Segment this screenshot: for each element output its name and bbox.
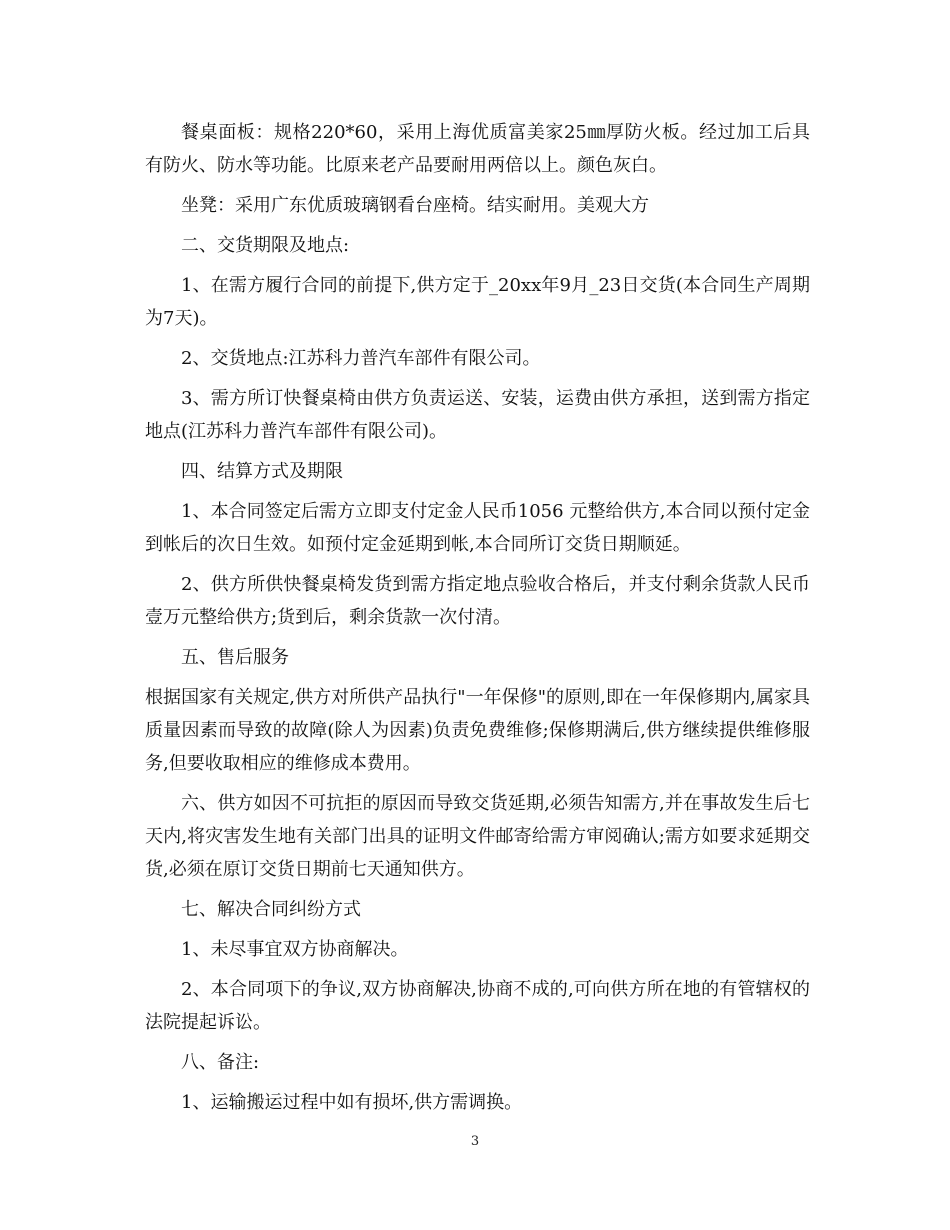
- paragraph-negotiation: 1、未尽事宜双方协商解决。: [181, 939, 409, 960]
- paragraph-table-panel: 餐桌面板：规格220*60，采用上海优质富美家25㎜厚防火板。经过加工后具有防火、防水等功能。比原来老产品要耐用两倍以上。颜色灰白。: [145, 122, 810, 176]
- paragraph-litigation: 2、本合同项下的争议,双方协商解决,协商不成的,可向供方所在地的有管辖权的法院提起诉讼。: [145, 979, 810, 1033]
- paragraph-stool: 坐凳：采用广东优质玻璃钢看台座椅。结实耐用。美观大方: [181, 195, 649, 216]
- page-number: 3: [470, 1134, 480, 1149]
- paragraph-delivery-location: 2、交货地点:江苏科力普汽车部件有限公司。: [181, 348, 541, 369]
- section-heading-after-sales: 五、售后服务: [181, 647, 289, 668]
- section-heading-delivery: 二、交货期限及地点:: [181, 235, 350, 256]
- paragraph-force-majeure: 六、供方如因不可抗拒的原因而导致交货延期,必须告知需方,并在事故发生后七天内,将灾害发生地有关部门出具的证明文件邮寄给需方审阅确认;需方如要求延期交货,必须在原订交货日期前七天通知供方。: [145, 793, 810, 880]
- paragraph-delivery-date: 1、在需方履行合同的前提下,供方定于_20xx年9月_23日交货(本合同生产周期为7天)。: [145, 275, 810, 329]
- paragraph-transport-install: 3、需方所订快餐桌椅由供方负责运送、安装，运费由供方承担，送到需方指定地点(江苏科力普汽车部件有限公司)。: [145, 388, 810, 442]
- paragraph-remaining-payment: 2、供方所供快餐桌椅发货到需方指定地点验收合格后，并支付剩余货款人民币壹万元整给供方;货到后，剩余货款一次付清。: [145, 574, 810, 628]
- section-heading-settlement: 四、结算方式及期限: [181, 461, 343, 482]
- document-body: [145, 116, 810, 1126]
- section-heading-disputes: 七、解决合同纠纷方式: [181, 899, 361, 920]
- paragraph-transport-damage: 1、运输搬运过程中如有损坏,供方需调换。: [181, 1092, 523, 1113]
- paragraph-deposit: 1、本合同签定后需方立即支付定金人民币1056 元整给供方,本合同以预付定金到帐后的次日生效。如预付定金延期到帐,本合同所订交货日期顺延。: [145, 501, 810, 555]
- paragraph-warranty: 根据国家有关规定,供方对所供产品执行"一年保修"的原则,即在一年保修期内,属家具质量因素而导致的故障(除人为因素)负责免费维修;保修期满后,供方继续提供维修服务,但要收取相应的维修成本费用。: [145, 687, 810, 774]
- section-heading-remarks: 八、备注:: [181, 1052, 260, 1073]
